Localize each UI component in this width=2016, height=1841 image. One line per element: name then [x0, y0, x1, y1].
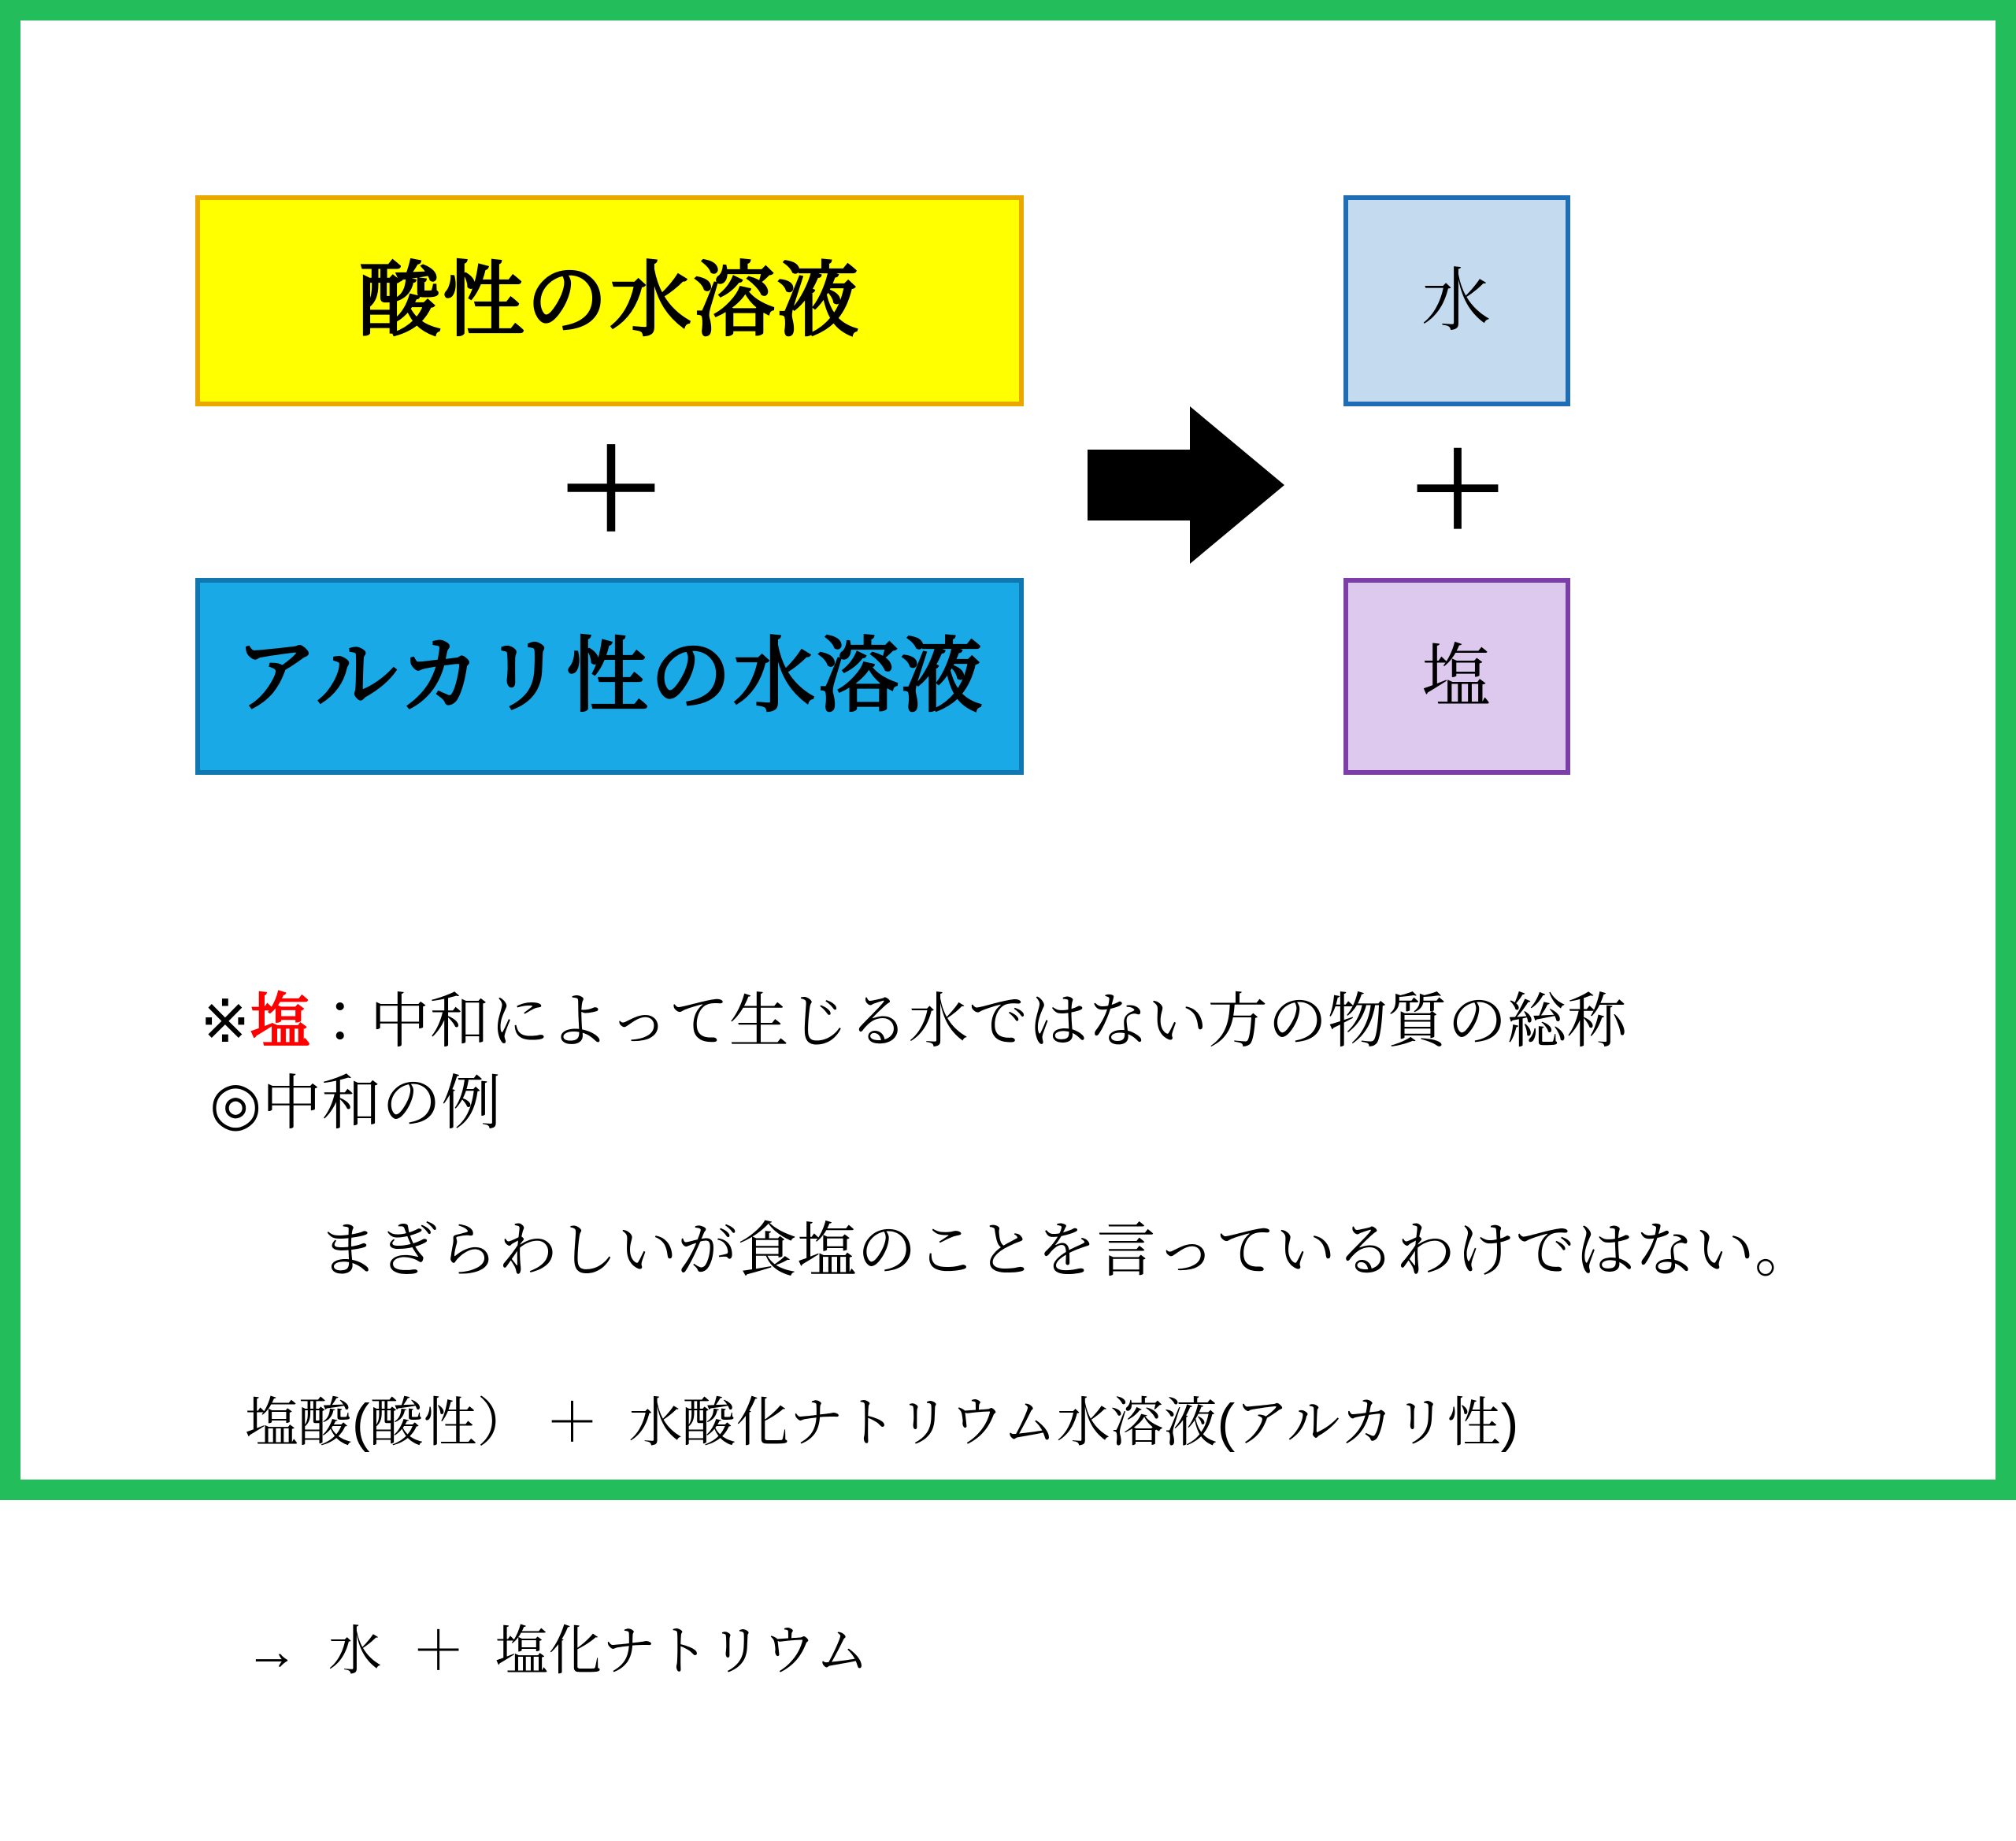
note-line-1-text: ：中和によって生じる水ではない方の物質の総称	[309, 987, 1627, 1055]
note-line-2: まぎらわしいが食塩のことを言っているわけではない。	[318, 1217, 1814, 1285]
example-line-1: 塩酸(酸性） ＋ 水酸化ナトリウム水溶液(アルカリ性)	[245, 1393, 1519, 1454]
examples-title: ◎中和の例	[209, 1070, 502, 1137]
note-keyword: 塩	[250, 987, 310, 1055]
alkaline-solution-box	[195, 578, 1024, 775]
water-box	[1343, 195, 1570, 406]
plus-sign-right: ＋	[1406, 433, 1509, 548]
slide-canvas	[20, 20, 1996, 1681]
note-prefix: ※	[200, 987, 250, 1055]
example-line-2: → 水 ＋ 塩化ナトリウム	[245, 1621, 869, 1681]
note-line-1	[200, 983, 1917, 1060]
plus-sign-left: ＋	[555, 428, 666, 552]
examples-block	[245, 1233, 1938, 1841]
acid-solution-box	[195, 195, 1024, 406]
salt-box	[1343, 578, 1570, 775]
salt-label: 塩	[1421, 637, 1492, 715]
alkaline-solution-label: アルカリ性の水溶液	[235, 631, 984, 722]
right-arrow-icon	[1088, 406, 1284, 564]
acid-solution-label: 酸性の水溶液	[358, 255, 861, 346]
water-label: 水	[1421, 261, 1492, 339]
